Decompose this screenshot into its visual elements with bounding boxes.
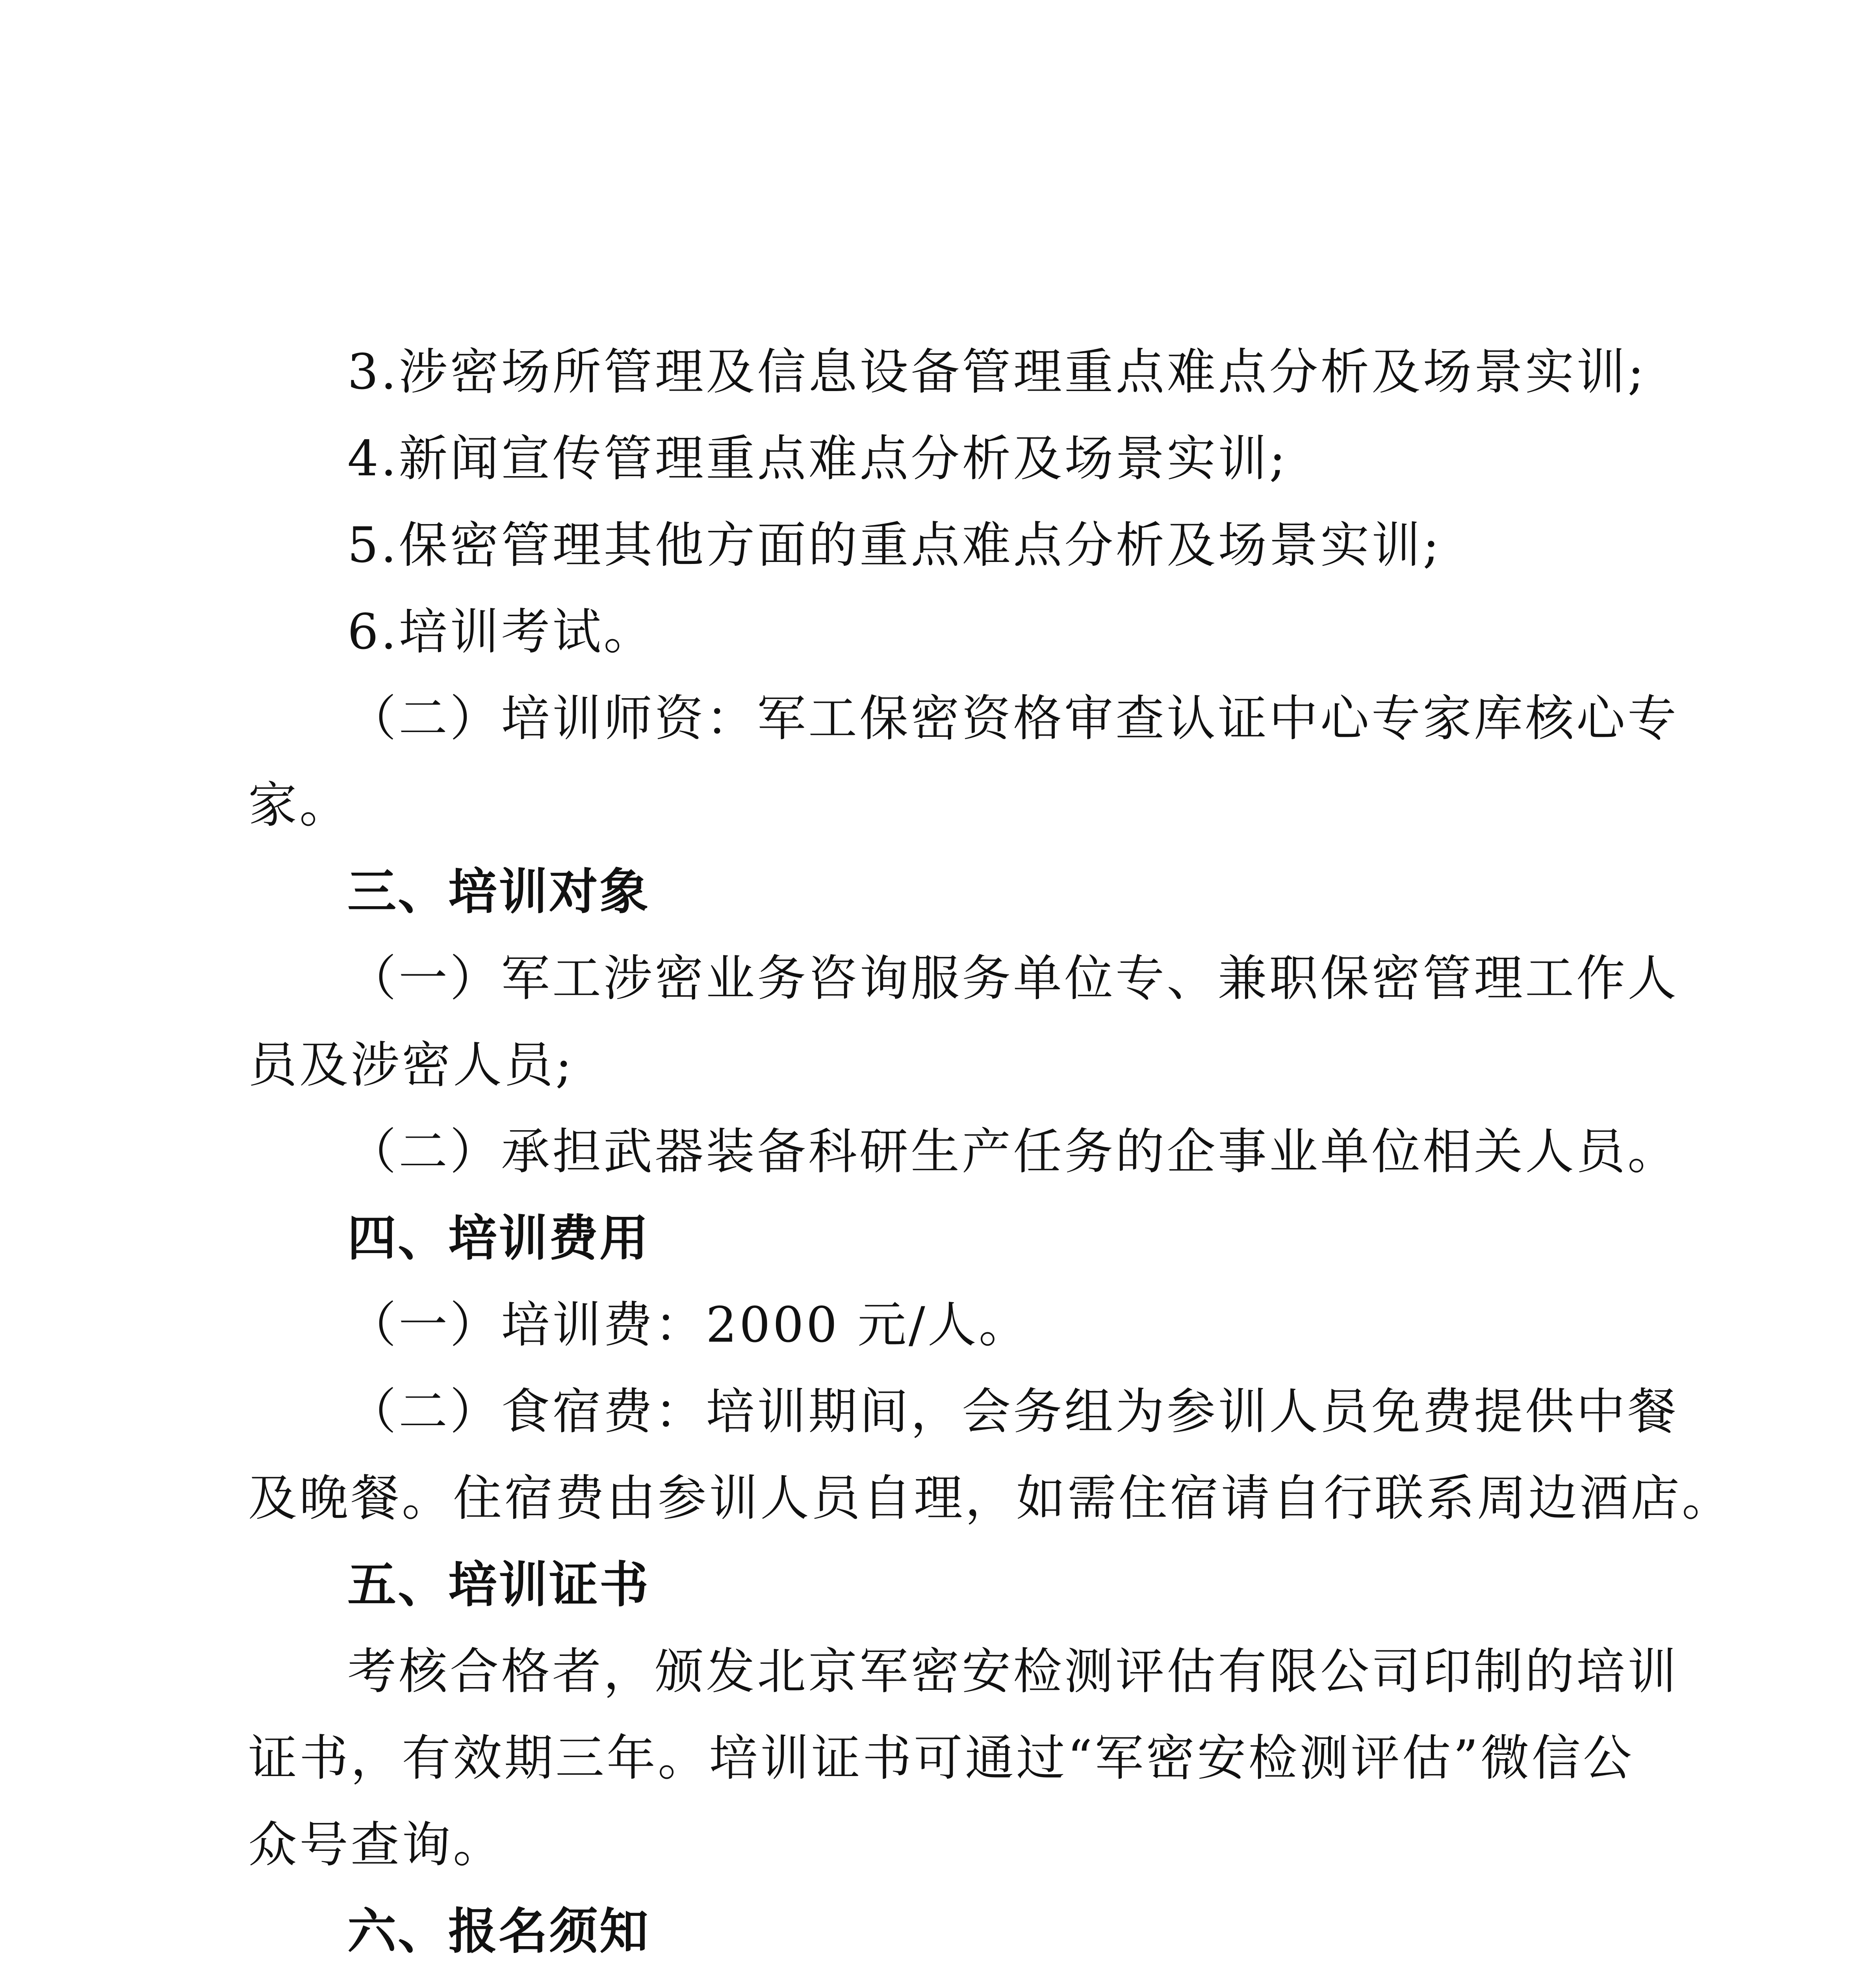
section-heading: 三、培训对象 — [347, 864, 650, 920]
paragraph-line: 家。 — [248, 777, 351, 834]
paragraph-line: 员及涉密人员; — [248, 1037, 574, 1094]
section-heading: 五、培训证书 — [347, 1557, 650, 1613]
paragraph-line: 考核合格者，颁发北京军密安检测评估有限公司印制的培训 — [347, 1643, 1679, 1700]
paragraph-line: （一）军工涉密业务咨询服务单位专、兼职保密管理工作人 — [347, 950, 1679, 1007]
section-heading: 六、报名须知 — [347, 1903, 650, 1960]
paragraph-line: （一）培训费：2000 元/人。 — [347, 1297, 1030, 1353]
paragraph-line: 5.保密管理其他方面的重点难点分析及场景实训; — [347, 517, 1442, 574]
paragraph-line: 6.培训考试。 — [347, 604, 655, 660]
paragraph-line: 及晚餐。住宿费由参训人员自理，如需住宿请自行联系周边酒店。 — [248, 1470, 1733, 1527]
paragraph-line: 4.新闻宣传管理重点难点分析及场景实训; — [347, 430, 1288, 487]
section-heading: 四、培训费用 — [347, 1210, 650, 1267]
paragraph-line: （二）承担武器装备科研生产任务的企事业单位相关人员。 — [347, 1124, 1679, 1180]
paragraph-line: 3.涉密场所管理及信息设备管理重点难点分析及场景实训; — [347, 344, 1647, 400]
paragraph-line: 证书，有效期三年。培训证书可通过“军密安检测评估”微信公 — [248, 1730, 1634, 1787]
paragraph-line: 众号查询。 — [248, 1817, 505, 1873]
paragraph-line: （二）培训师资：军工保密资格审查认证中心专家库核心专 — [347, 690, 1679, 747]
document-body — [248, 329, 1733, 1969]
paragraph-line: （二）食宿费：培训期间，会务组为参训人员免费提供中餐 — [347, 1383, 1679, 1440]
